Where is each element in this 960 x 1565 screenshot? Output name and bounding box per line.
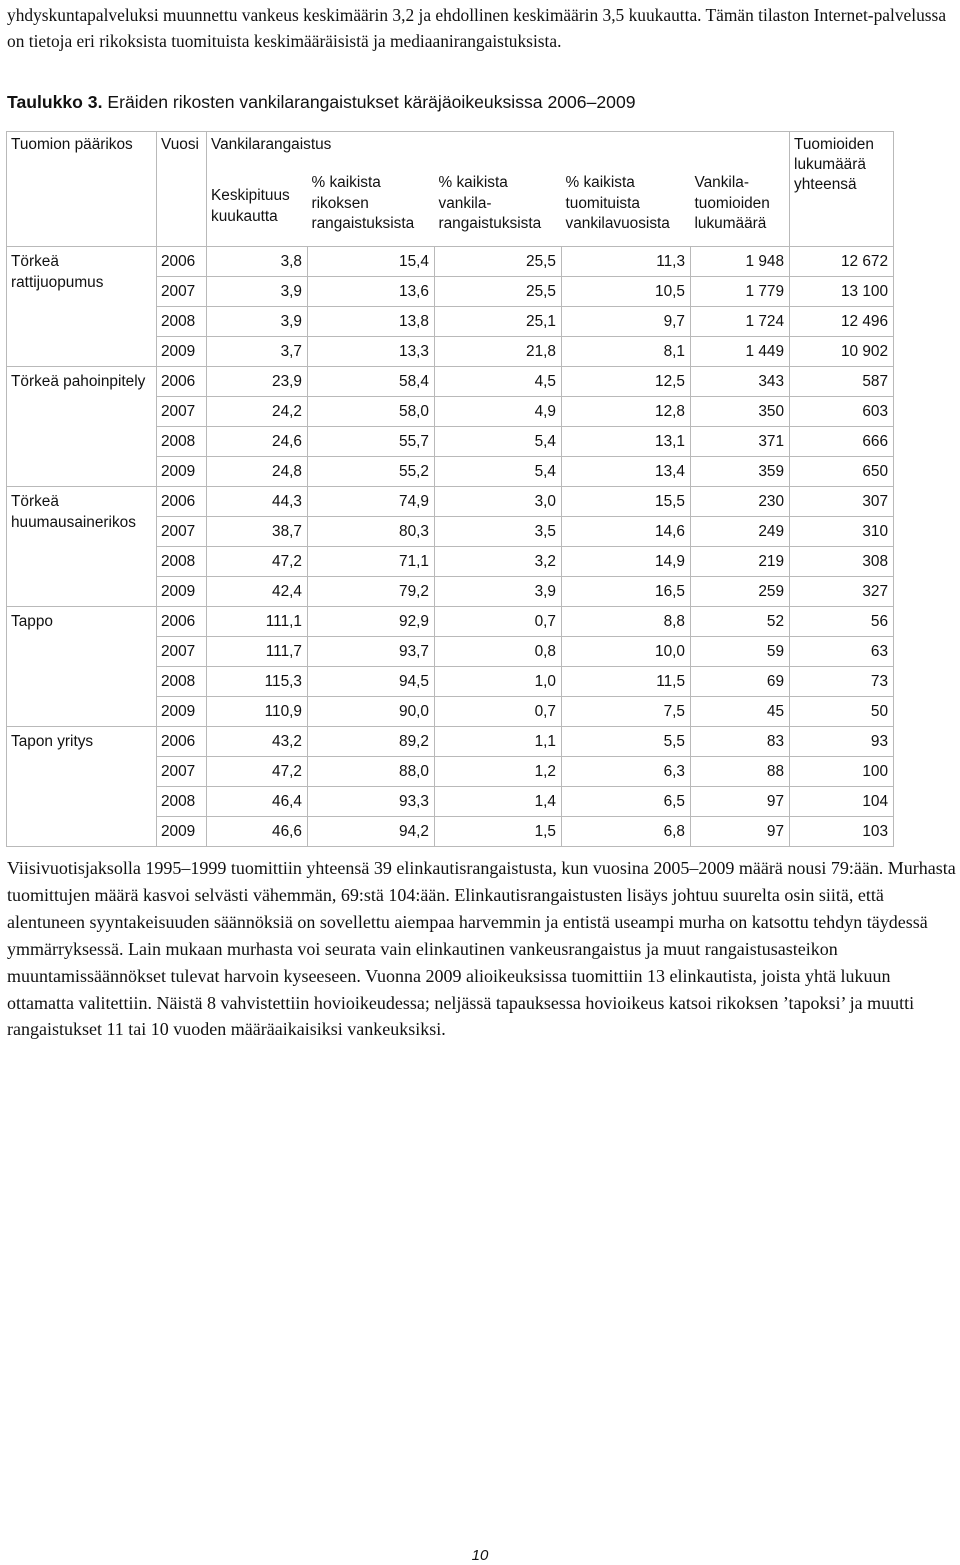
year-cell: 2006 bbox=[157, 367, 207, 397]
value-cell: 58,0 bbox=[308, 397, 435, 427]
value-cell: 63 bbox=[790, 637, 894, 667]
table-caption-title: Eräiden rikosten vankilarangaistukset käräjäoikeuksissa 2006–2009 bbox=[107, 92, 636, 112]
intro-paragraph: yhdyskuntapalveluksi muunnettu vankeus keskimäärin 3,2 ja ehdollinen keskimäärin 3,5 kuukautta. Tämän tilaston Internet-palvelussa on tietoja eri rikoksista tuomituista keskimääräisistä ja mediaanirangaistuksista. bbox=[7, 5, 947, 51]
value-cell: 1 724 bbox=[691, 307, 790, 337]
value-cell: 310 bbox=[790, 517, 894, 547]
value-cell: 11,5 bbox=[562, 667, 691, 697]
value-cell: 6,8 bbox=[562, 817, 691, 847]
value-cell: 1 948 bbox=[691, 247, 790, 277]
value-cell: 73 bbox=[790, 667, 894, 697]
value-cell: 1,1 bbox=[435, 727, 562, 757]
value-cell: 92,9 bbox=[308, 607, 435, 637]
value-cell: 12 496 bbox=[790, 307, 894, 337]
value-cell: 13,1 bbox=[562, 427, 691, 457]
year-cell: 2009 bbox=[157, 817, 207, 847]
value-cell: 13,3 bbox=[308, 337, 435, 367]
value-cell: 74,9 bbox=[308, 487, 435, 517]
value-cell: 111,7 bbox=[207, 637, 308, 667]
value-cell: 80,3 bbox=[308, 517, 435, 547]
value-cell: 110,9 bbox=[207, 697, 308, 727]
header-pct-crime: % kaikista rikoksen rangaistuksista bbox=[308, 161, 435, 247]
table-caption bbox=[7, 92, 636, 113]
value-cell: 52 bbox=[691, 607, 790, 637]
table-row bbox=[7, 367, 894, 397]
value-cell: 97 bbox=[691, 787, 790, 817]
crime-name: Törkeä huumausainerikos bbox=[7, 487, 157, 607]
header-pct-prison: % kaikista vankila-rangaistuksista bbox=[435, 161, 562, 247]
value-cell: 12,5 bbox=[562, 367, 691, 397]
year-cell: 2008 bbox=[157, 427, 207, 457]
value-cell: 0,8 bbox=[435, 637, 562, 667]
value-cell: 55,2 bbox=[308, 457, 435, 487]
value-cell: 666 bbox=[790, 427, 894, 457]
value-cell: 25,5 bbox=[435, 277, 562, 307]
value-cell: 230 bbox=[691, 487, 790, 517]
value-cell: 46,4 bbox=[207, 787, 308, 817]
value-cell: 15,4 bbox=[308, 247, 435, 277]
value-cell: 38,7 bbox=[207, 517, 308, 547]
value-cell: 10,5 bbox=[562, 277, 691, 307]
value-cell: 219 bbox=[691, 547, 790, 577]
value-cell: 93,7 bbox=[308, 637, 435, 667]
header-pct-years: % kaikista tuomituista vankilavuosista bbox=[562, 161, 691, 247]
value-cell: 5,4 bbox=[435, 457, 562, 487]
value-cell: 47,2 bbox=[207, 547, 308, 577]
value-cell: 56 bbox=[790, 607, 894, 637]
value-cell: 21,8 bbox=[435, 337, 562, 367]
value-cell: 47,2 bbox=[207, 757, 308, 787]
value-cell: 25,5 bbox=[435, 247, 562, 277]
value-cell: 3,9 bbox=[207, 277, 308, 307]
value-cell: 13,4 bbox=[562, 457, 691, 487]
table-row bbox=[7, 727, 894, 757]
value-cell: 4,5 bbox=[435, 367, 562, 397]
year-cell: 2008 bbox=[157, 307, 207, 337]
value-cell: 14,9 bbox=[562, 547, 691, 577]
value-cell: 359 bbox=[691, 457, 790, 487]
crime-name: Törkeä pahoinpitely bbox=[7, 367, 157, 487]
year-cell: 2008 bbox=[157, 787, 207, 817]
value-cell: 3,2 bbox=[435, 547, 562, 577]
table-caption-label: Taulukko 3. bbox=[7, 92, 103, 112]
value-cell: 350 bbox=[691, 397, 790, 427]
value-cell: 55,7 bbox=[308, 427, 435, 457]
value-cell: 88,0 bbox=[308, 757, 435, 787]
value-cell: 1,4 bbox=[435, 787, 562, 817]
value-cell: 46,6 bbox=[207, 817, 308, 847]
value-cell: 44,3 bbox=[207, 487, 308, 517]
year-cell: 2009 bbox=[157, 697, 207, 727]
value-cell: 24,6 bbox=[207, 427, 308, 457]
value-cell: 0,7 bbox=[435, 607, 562, 637]
value-cell: 371 bbox=[691, 427, 790, 457]
value-cell: 88 bbox=[691, 757, 790, 787]
value-cell: 327 bbox=[790, 577, 894, 607]
outro-paragraph: Viisivuotisjaksolla 1995–1999 tuomittiin yhteensä 39 elinkautisrangaistusta, kun vuosina 2005–2009 määrä nousi 79:ään. Murhasta tuomittujen määrä kasvoi selvästi vähemmän, 69:stä 104:ään. Elinkautisrangaistusten lisäys johtuu suurelta osin siitä, että alentuneen syyntakeisuuden säännöksiä on sovellettu aiempaa harvemmin ja entistä useampi murha on katsottu tehdyn täydessä ymmärryksessä. Lain mukaan murhasta voi seurata vain elinkautinen vankeusrangaistus ja muut rangaistusasteikon muuntamissäännökset tulevat harvoin kyseeseen. Vuonna 2009 alioikeuksissa tuomittiin 13 elinkautista, joista yhtä lukuun ottamatta valitettiin. Näistä 8 vahvistettiin hovioikeudessa; neljässä tapauksessa hovioikeus katsoi rikoksen ’tapoksi’ ja muutti rangaistukset 11 tai 10 vuoden määräaikaisiksi vankeuksiksi. bbox=[7, 858, 956, 1040]
value-cell: 79,2 bbox=[308, 577, 435, 607]
value-cell: 308 bbox=[790, 547, 894, 577]
year-cell: 2006 bbox=[157, 247, 207, 277]
year-cell: 2009 bbox=[157, 337, 207, 367]
value-cell: 8,8 bbox=[562, 607, 691, 637]
value-cell: 8,1 bbox=[562, 337, 691, 367]
value-cell: 4,9 bbox=[435, 397, 562, 427]
value-cell: 6,5 bbox=[562, 787, 691, 817]
value-cell: 97 bbox=[691, 817, 790, 847]
header-avg-length: Keskipituus kuukautta bbox=[207, 161, 308, 247]
crime-name: Törkeä rattijuopumus bbox=[7, 247, 157, 367]
value-cell: 603 bbox=[790, 397, 894, 427]
value-cell: 90,0 bbox=[308, 697, 435, 727]
value-cell: 93,3 bbox=[308, 787, 435, 817]
value-cell: 1,0 bbox=[435, 667, 562, 697]
value-cell: 12 672 bbox=[790, 247, 894, 277]
value-cell: 259 bbox=[691, 577, 790, 607]
value-cell: 69 bbox=[691, 667, 790, 697]
header-prison-sentence: Vankilarangaistus bbox=[207, 132, 790, 162]
value-cell: 3,5 bbox=[435, 517, 562, 547]
year-cell: 2007 bbox=[157, 637, 207, 667]
value-cell: 14,6 bbox=[562, 517, 691, 547]
value-cell: 103 bbox=[790, 817, 894, 847]
value-cell: 24,2 bbox=[207, 397, 308, 427]
value-cell: 89,2 bbox=[308, 727, 435, 757]
value-cell: 93 bbox=[790, 727, 894, 757]
value-cell: 3,0 bbox=[435, 487, 562, 517]
value-cell: 58,4 bbox=[308, 367, 435, 397]
value-cell: 9,7 bbox=[562, 307, 691, 337]
table-body bbox=[7, 132, 894, 847]
year-cell: 2009 bbox=[157, 577, 207, 607]
year-cell: 2008 bbox=[157, 667, 207, 697]
value-cell: 83 bbox=[691, 727, 790, 757]
value-cell: 13,6 bbox=[308, 277, 435, 307]
value-cell: 587 bbox=[790, 367, 894, 397]
year-cell: 2007 bbox=[157, 397, 207, 427]
table-row bbox=[7, 607, 894, 637]
value-cell: 25,1 bbox=[435, 307, 562, 337]
value-cell: 3,7 bbox=[207, 337, 308, 367]
header-total: Tuomioiden lukumäärä yhteensä bbox=[790, 132, 894, 247]
table-row bbox=[7, 247, 894, 277]
page-number: 10 bbox=[471, 1547, 489, 1564]
table-row bbox=[7, 487, 894, 517]
value-cell: 343 bbox=[691, 367, 790, 397]
value-cell: 3,8 bbox=[207, 247, 308, 277]
year-cell: 2006 bbox=[157, 727, 207, 757]
year-cell: 2008 bbox=[157, 547, 207, 577]
value-cell: 16,5 bbox=[562, 577, 691, 607]
value-cell: 115,3 bbox=[207, 667, 308, 697]
value-cell: 50 bbox=[790, 697, 894, 727]
sentence-table bbox=[6, 131, 894, 847]
value-cell: 100 bbox=[790, 757, 894, 787]
value-cell: 15,5 bbox=[562, 487, 691, 517]
value-cell: 10 902 bbox=[790, 337, 894, 367]
value-cell: 71,1 bbox=[308, 547, 435, 577]
value-cell: 94,2 bbox=[308, 817, 435, 847]
value-cell: 249 bbox=[691, 517, 790, 547]
header-year: Vuosi bbox=[157, 132, 207, 247]
year-cell: 2007 bbox=[157, 517, 207, 547]
value-cell: 94,5 bbox=[308, 667, 435, 697]
value-cell: 59 bbox=[691, 637, 790, 667]
value-cell: 1 779 bbox=[691, 277, 790, 307]
value-cell: 6,3 bbox=[562, 757, 691, 787]
value-cell: 5,4 bbox=[435, 427, 562, 457]
crime-name: Tapon yritys bbox=[7, 727, 157, 847]
header-row bbox=[7, 132, 894, 162]
year-cell: 2009 bbox=[157, 457, 207, 487]
value-cell: 13,8 bbox=[308, 307, 435, 337]
value-cell: 307 bbox=[790, 487, 894, 517]
value-cell: 10,0 bbox=[562, 637, 691, 667]
value-cell: 42,4 bbox=[207, 577, 308, 607]
value-cell: 13 100 bbox=[790, 277, 894, 307]
value-cell: 45 bbox=[691, 697, 790, 727]
value-cell: 7,5 bbox=[562, 697, 691, 727]
year-cell: 2006 bbox=[157, 487, 207, 517]
year-cell: 2006 bbox=[157, 607, 207, 637]
value-cell: 0,7 bbox=[435, 697, 562, 727]
year-cell: 2007 bbox=[157, 277, 207, 307]
crime-name: Tappo bbox=[7, 607, 157, 727]
value-cell: 1 449 bbox=[691, 337, 790, 367]
value-cell: 1,5 bbox=[435, 817, 562, 847]
value-cell: 12,8 bbox=[562, 397, 691, 427]
value-cell: 1,2 bbox=[435, 757, 562, 787]
header-count: Vankila-tuomioiden lukumäärä bbox=[691, 161, 790, 247]
value-cell: 5,5 bbox=[562, 727, 691, 757]
value-cell: 43,2 bbox=[207, 727, 308, 757]
value-cell: 3,9 bbox=[435, 577, 562, 607]
header-crime: Tuomion päärikos bbox=[7, 132, 157, 247]
year-cell: 2007 bbox=[157, 757, 207, 787]
value-cell: 3,9 bbox=[207, 307, 308, 337]
value-cell: 111,1 bbox=[207, 607, 308, 637]
value-cell: 24,8 bbox=[207, 457, 308, 487]
value-cell: 650 bbox=[790, 457, 894, 487]
value-cell: 11,3 bbox=[562, 247, 691, 277]
value-cell: 104 bbox=[790, 787, 894, 817]
value-cell: 23,9 bbox=[207, 367, 308, 397]
